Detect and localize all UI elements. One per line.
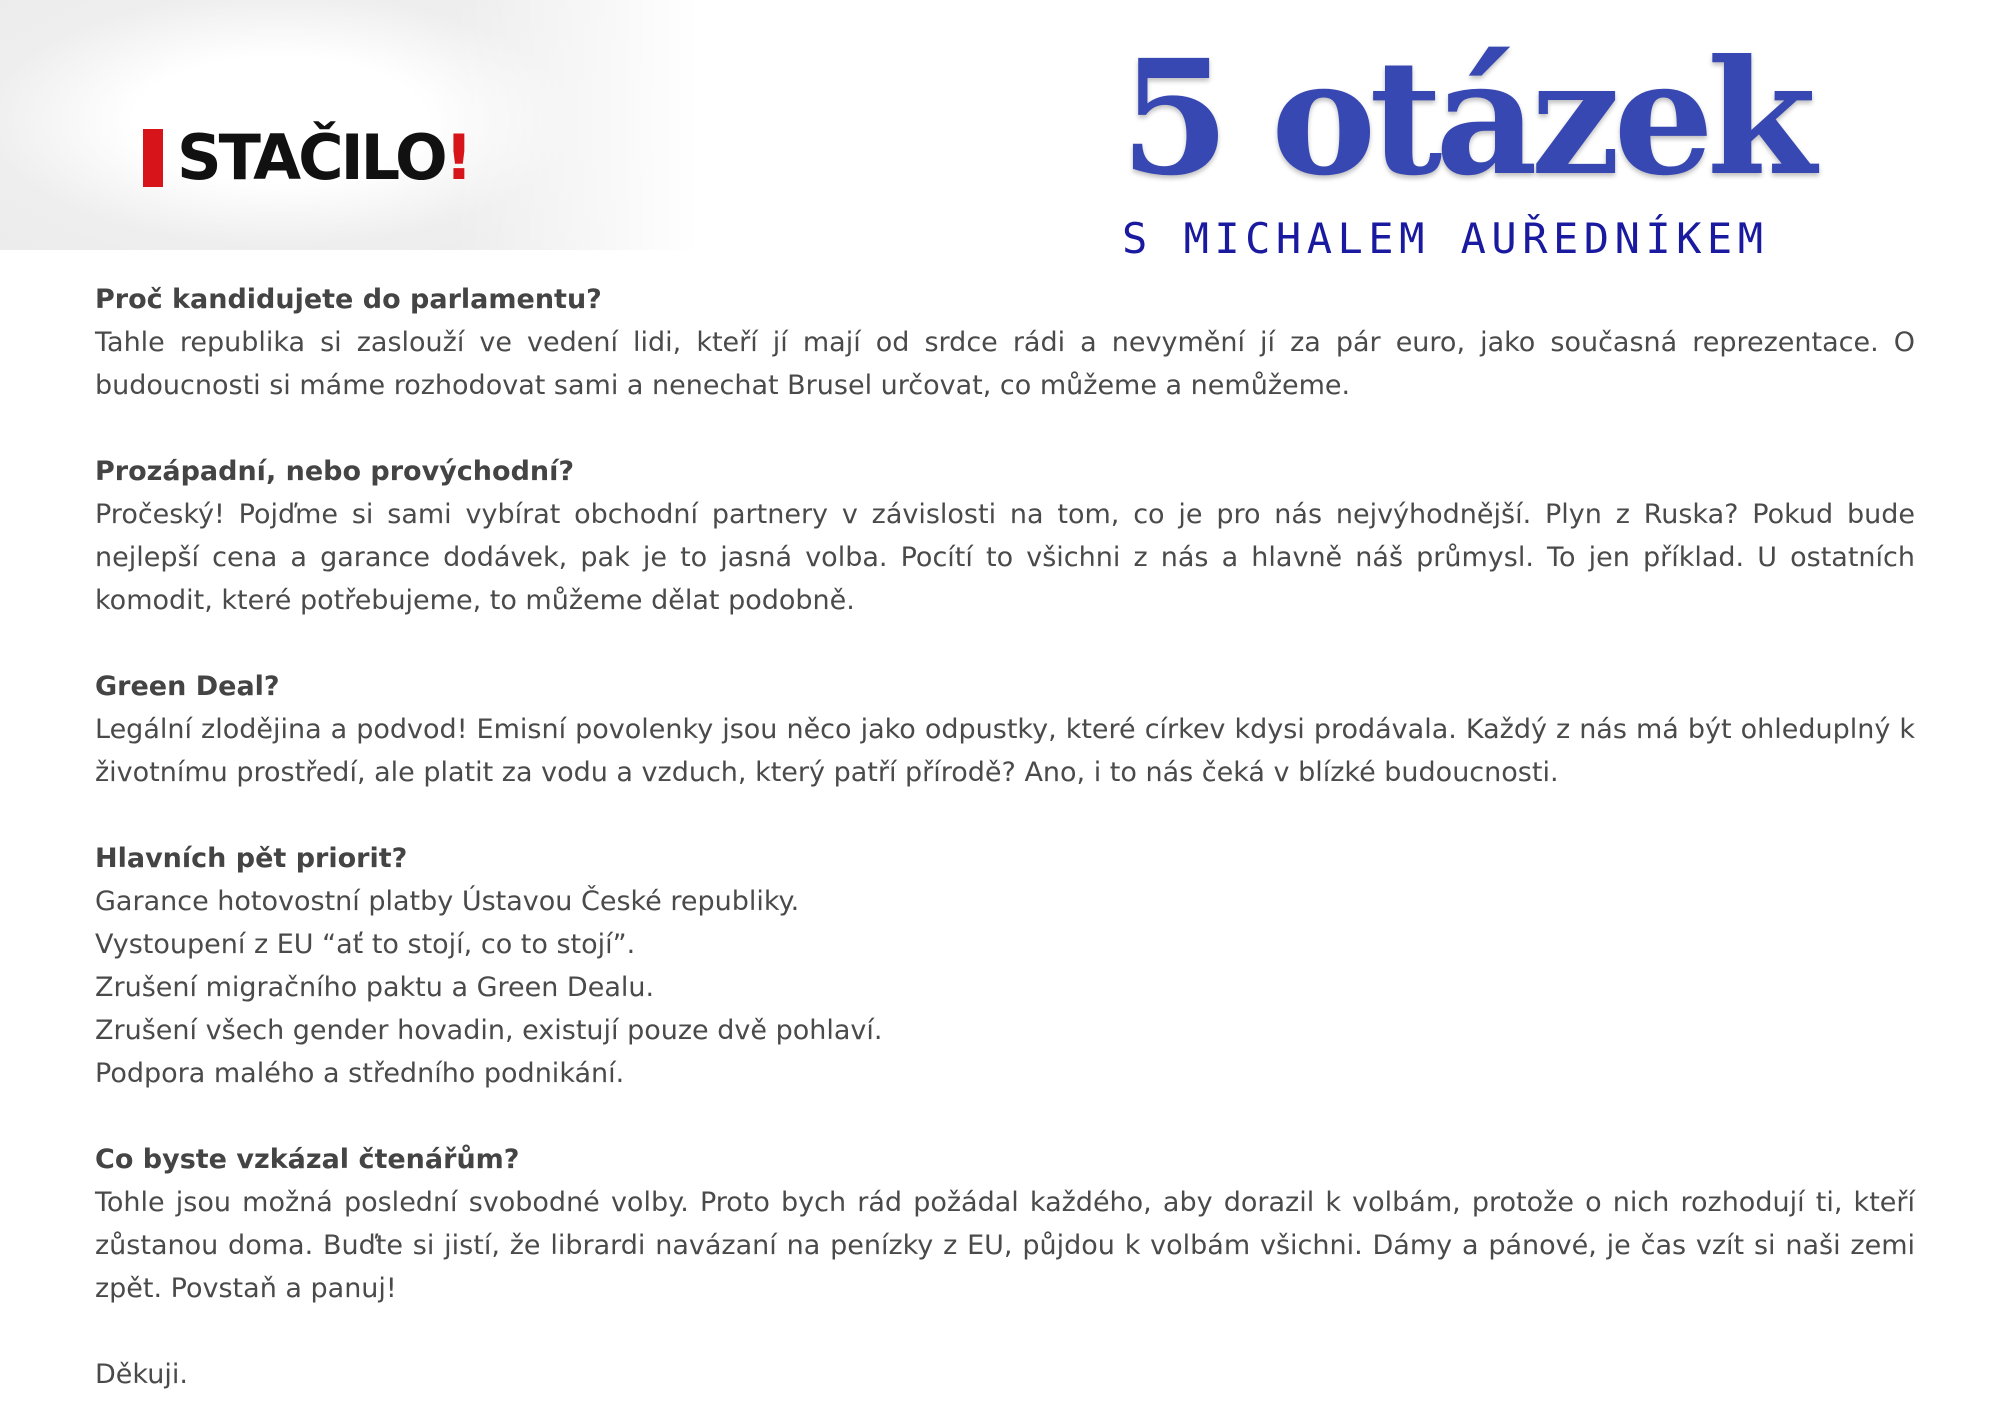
masthead-subtitle: S MICHALEM AUŘEDNÍKEM bbox=[1122, 214, 1769, 263]
priority-item: Podpora malého a středního podnikání. bbox=[95, 1058, 625, 1089]
qa-block bbox=[95, 450, 1915, 622]
priority-item: Zrušení všech gender hovadin, existují pouze dvě pohlaví. bbox=[95, 1015, 883, 1046]
question: Proč kandidujete do parlamentu? bbox=[95, 284, 602, 315]
question: Prozápadní, nebo provýchodní? bbox=[95, 456, 575, 487]
answer: Tohle jsou možná poslední svobodné volby. Proto bych rád požádal každého, aby dorazil k volbám, protože o nich rozhodují ti, kteří zůstanou doma. Buďte si jistí, že librardi navázaní na penízky z EU, půjdou k volbám všichni. Dámy a pánové, je čas vzít si naši zemi zpět. Povstaň a panuj! bbox=[95, 1187, 1915, 1304]
interview-body bbox=[95, 278, 1915, 1396]
qa-block bbox=[95, 278, 1915, 407]
answer: Tahle republika si zaslouží ve vedení lidi, kteří jí mají od srdce rádi a nevymění jí za pár euro, jako současná reprezentace. O budoucnosti si máme rozhodovat sami a nenechat Brusel určovat, co můžeme a nemůžeme. bbox=[95, 327, 1915, 401]
question: Green Deal? bbox=[95, 671, 280, 702]
publication-logo bbox=[143, 118, 471, 198]
closing-text: Děkuji. bbox=[95, 1359, 188, 1390]
logo-text: STAČILO bbox=[177, 121, 445, 194]
qa-block bbox=[95, 1138, 1915, 1310]
priority-item: Vystoupení z EU “ať to stojí, co to stojí”. bbox=[95, 929, 636, 960]
qa-block-priorities bbox=[95, 837, 1915, 1095]
priority-item: Zrušení migračního paktu a Green Dealu. bbox=[95, 972, 655, 1003]
question: Co byste vzkázal čtenářům? bbox=[95, 1144, 520, 1175]
masthead-title: 5 otázek bbox=[1120, 26, 1810, 211]
answer: Legální zlodějina a podvod! Emisní povolenky jsou něco jako odpustky, které církev kdysi prodávala. Každý z nás má být ohleduplný k životnímu prostředí, ale platit za vodu a vzduch, který patří přírodě? Ano, i to nás čeká v blízké budoucnosti. bbox=[95, 714, 1915, 788]
logo-red-bar bbox=[143, 129, 163, 187]
qa-block bbox=[95, 665, 1915, 794]
masthead bbox=[1100, 26, 1810, 270]
answer: Pročeský! Pojďme si sami vybírat obchodní partnery v závislosti na tom, co je pro nás nejvýhodnější. Plyn z Ruska? Pokud bude nejlepší cena a garance dodávek, pak je to jasná volba. Pocítí to všichni z nás a hlavně náš průmysl. To jen příklad. U ostatních komodit, které potřebujeme, to můžeme dělat podobně. bbox=[95, 499, 1915, 616]
logo-exclamation: ! bbox=[444, 121, 471, 194]
priority-item: Garance hotovostní platby Ústavou České republiky. bbox=[95, 886, 800, 917]
question: Hlavních pět priorit? bbox=[95, 843, 408, 874]
